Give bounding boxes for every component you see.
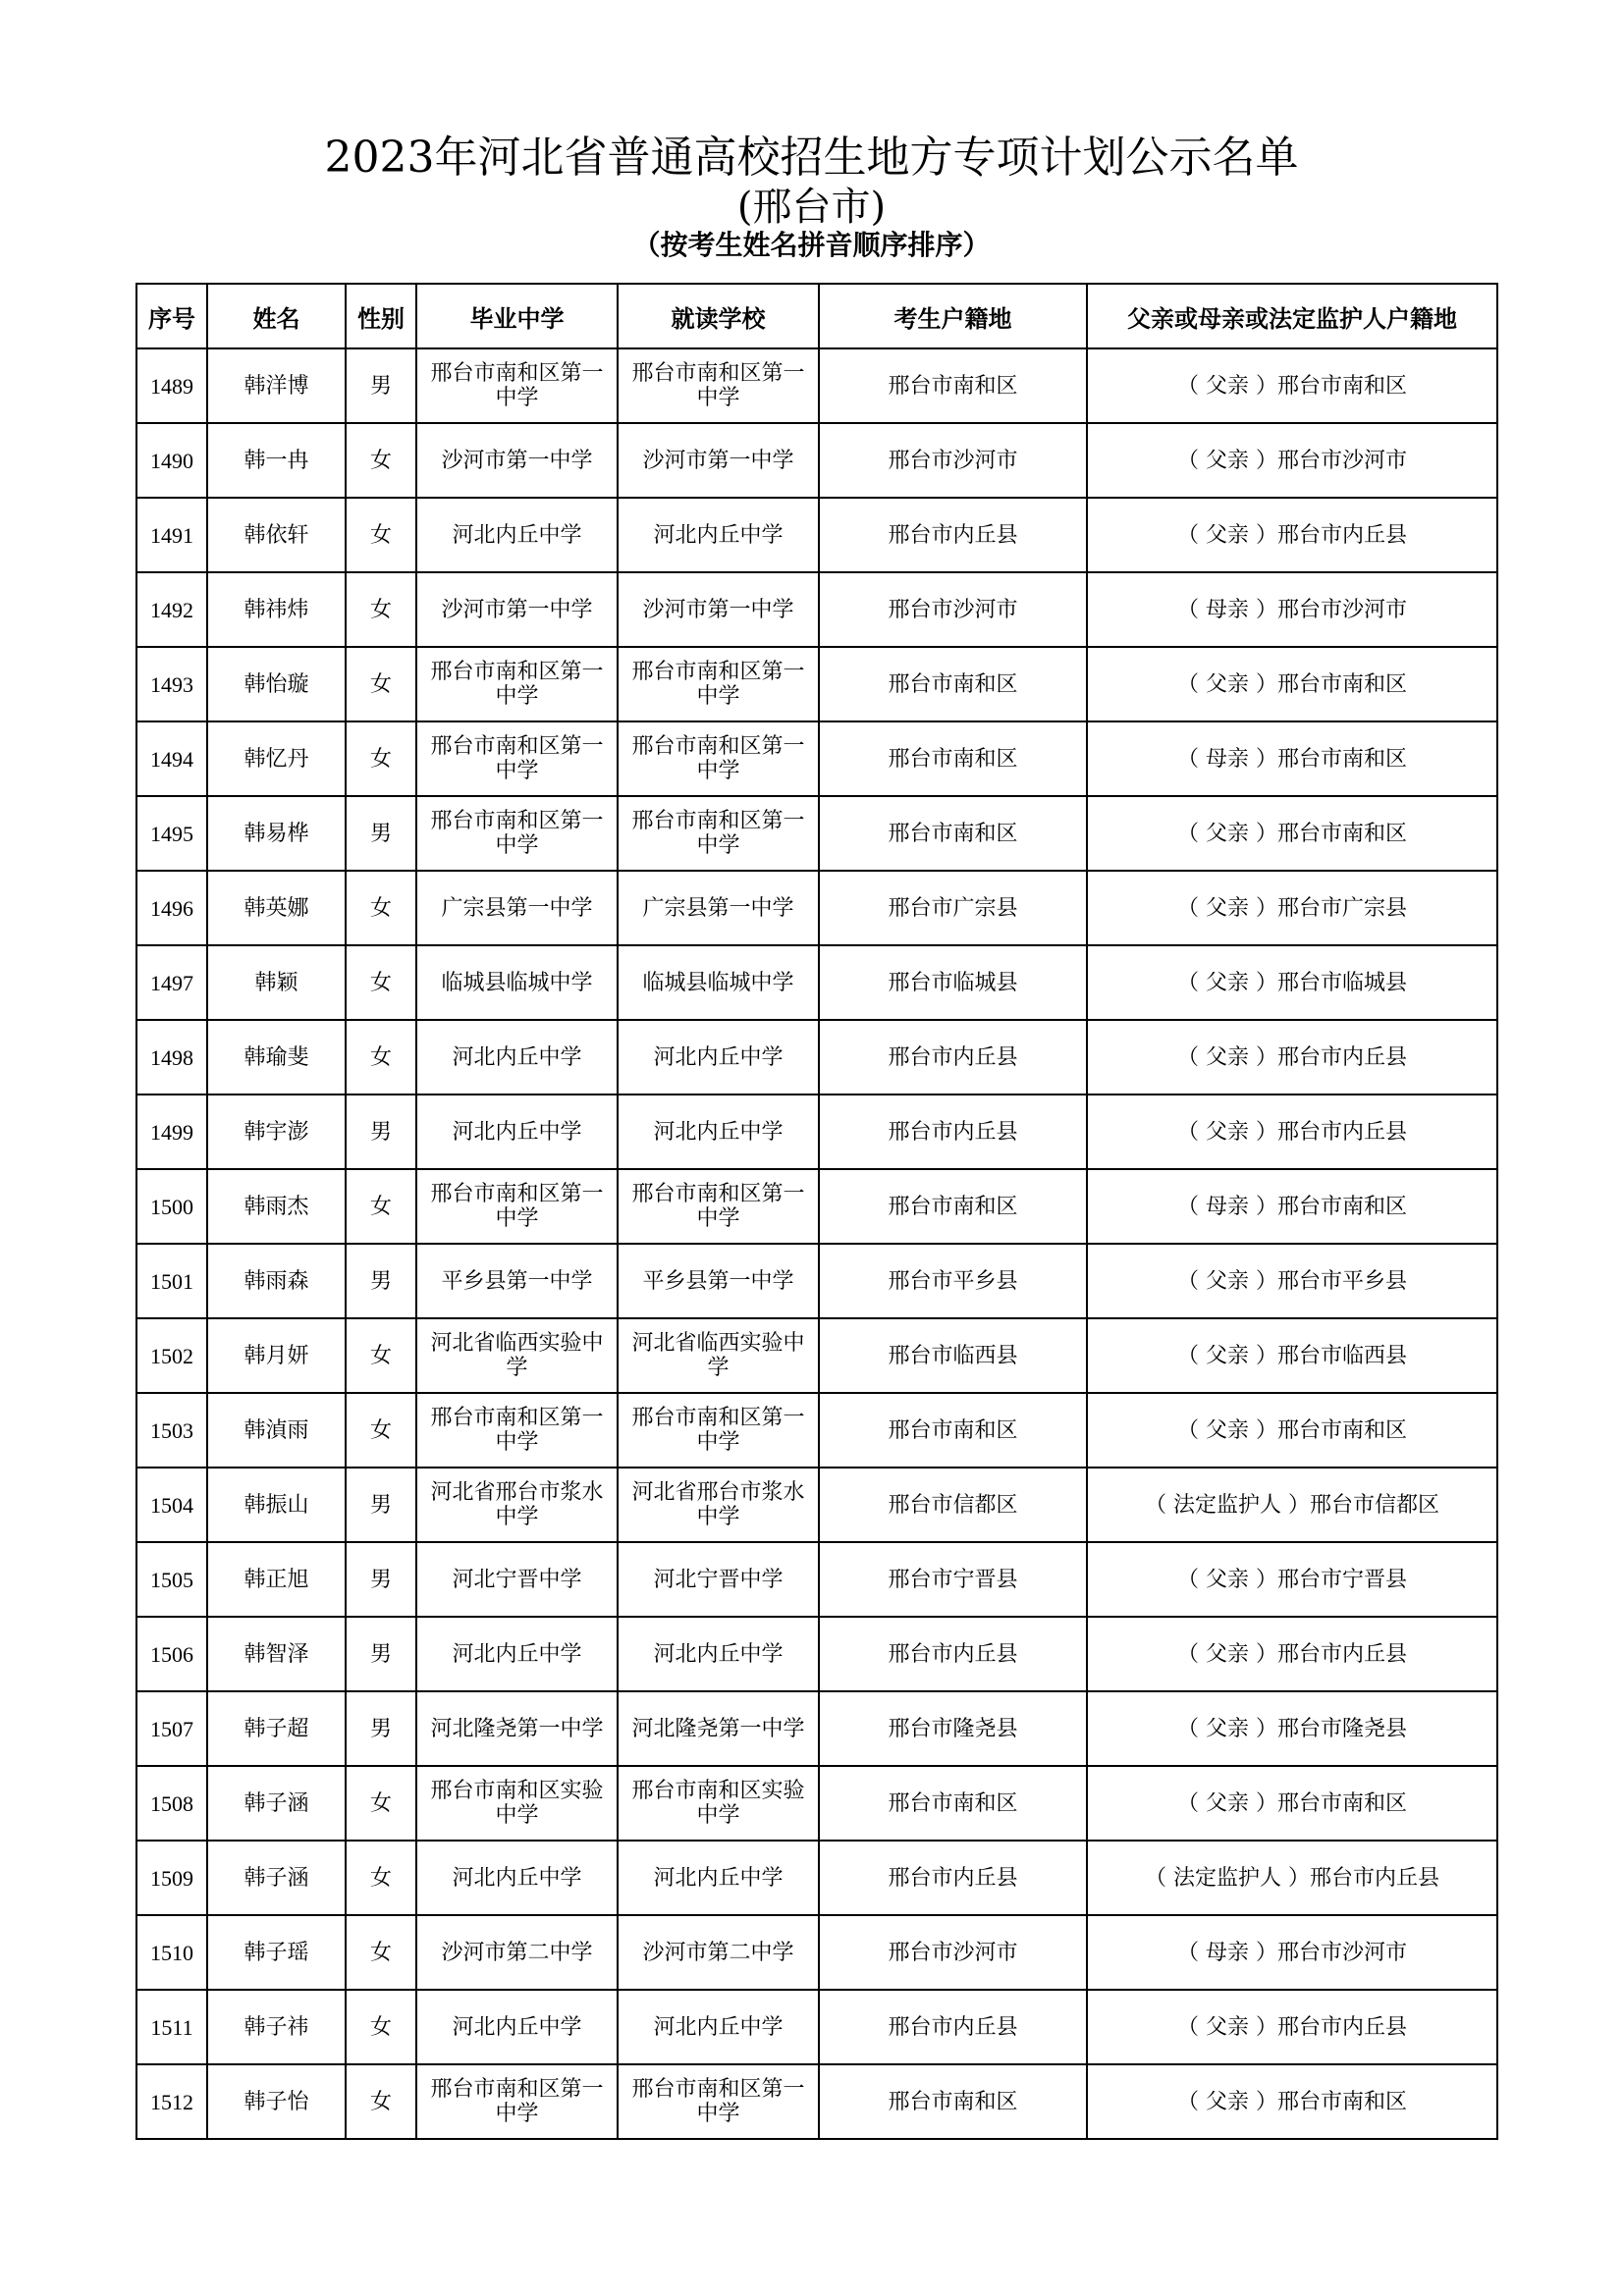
cell-gender: 女: [346, 1990, 416, 2064]
cell-current-school: 河北内丘中学: [618, 1095, 819, 1169]
table-row: [136, 796, 1497, 871]
header-graduated-school: 毕业中学: [416, 284, 618, 348]
cell-graduated-school: 邢台市南和区实验中学: [416, 1766, 618, 1841]
cell-current-school: 河北省临西实验中学: [618, 1318, 819, 1393]
cell-seq: 1489: [136, 348, 207, 423]
cell-seq: 1490: [136, 423, 207, 498]
cell-graduated-school: 河北内丘中学: [416, 498, 618, 572]
cell-gender: 男: [346, 1244, 416, 1318]
header-name: 姓名: [207, 284, 346, 348]
table-row: [136, 423, 1497, 498]
cell-seq: 1492: [136, 572, 207, 647]
cell-name: 韩振山: [207, 1468, 346, 1542]
cell-graduated-school: 沙河市第二中学: [416, 1915, 618, 1990]
cell-current-school: 河北隆尧第一中学: [618, 1691, 819, 1766]
header-seq: 序号: [136, 284, 207, 348]
cell-guardian-hukou: （ 父亲 ）邢台市隆尧县: [1087, 1691, 1497, 1766]
cell-hukou: 邢台市临城县: [819, 945, 1087, 1020]
cell-graduated-school: 邢台市南和区第一中学: [416, 721, 618, 796]
cell-seq: 1498: [136, 1020, 207, 1095]
cell-gender: 男: [346, 1542, 416, 1617]
cell-current-school: 沙河市第一中学: [618, 572, 819, 647]
cell-seq: 1509: [136, 1841, 207, 1915]
table-row: [136, 1990, 1497, 2064]
cell-graduated-school: 邢台市南和区第一中学: [416, 348, 618, 423]
cell-name: 韩颖: [207, 945, 346, 1020]
cell-name: 韩正旭: [207, 1542, 346, 1617]
cell-current-school: 邢台市南和区第一中学: [618, 796, 819, 871]
cell-guardian-hukou: （ 父亲 ）邢台市宁晋县: [1087, 1542, 1497, 1617]
header-guardian-hukou: 父亲或母亲或法定监护人户籍地: [1087, 284, 1497, 348]
cell-guardian-hukou: （ 父亲 ）邢台市南和区: [1087, 348, 1497, 423]
cell-name: 韩祎炜: [207, 572, 346, 647]
cell-graduated-school: 临城县临城中学: [416, 945, 618, 1020]
cell-name: 韩依轩: [207, 498, 346, 572]
table-row: [136, 721, 1497, 796]
table-row: [136, 498, 1497, 572]
cell-seq: 1507: [136, 1691, 207, 1766]
cell-name: 韩怡璇: [207, 647, 346, 721]
cell-current-school: 临城县临城中学: [618, 945, 819, 1020]
cell-name: 韩湞雨: [207, 1393, 346, 1468]
cell-graduated-school: 邢台市南和区第一中学: [416, 647, 618, 721]
cell-current-school: 广宗县第一中学: [618, 871, 819, 945]
cell-name: 韩子涵: [207, 1766, 346, 1841]
cell-name: 韩忆丹: [207, 721, 346, 796]
cell-current-school: 邢台市南和区第一中学: [618, 647, 819, 721]
cell-seq: 1491: [136, 498, 207, 572]
cell-hukou: 邢台市南和区: [819, 1766, 1087, 1841]
cell-guardian-hukou: （ 父亲 ）邢台市沙河市: [1087, 423, 1497, 498]
page-title: 2023年河北省普通高校招生地方专项计划公示名单: [324, 133, 1299, 183]
cell-gender: 男: [346, 1691, 416, 1766]
cell-gender: 女: [346, 1841, 416, 1915]
cell-hukou: 邢台市平乡县: [819, 1244, 1087, 1318]
cell-hukou: 邢台市宁晋县: [819, 1542, 1087, 1617]
table-row: [136, 1617, 1497, 1691]
cell-name: 韩子瑶: [207, 1915, 346, 1990]
cell-seq: 1494: [136, 721, 207, 796]
cell-graduated-school: 河北内丘中学: [416, 1990, 618, 2064]
cell-current-school: 邢台市南和区实验中学: [618, 1766, 819, 1841]
cell-gender: 女: [346, 871, 416, 945]
cell-name: 韩宇澎: [207, 1095, 346, 1169]
cell-guardian-hukou: （ 母亲 ）邢台市南和区: [1087, 1169, 1497, 1244]
cell-current-school: 沙河市第二中学: [618, 1915, 819, 1990]
cell-hukou: 邢台市沙河市: [819, 572, 1087, 647]
cell-gender: 女: [346, 2064, 416, 2139]
cell-guardian-hukou: （ 父亲 ）邢台市临城县: [1087, 945, 1497, 1020]
cell-name: 韩一冉: [207, 423, 346, 498]
cell-gender: 女: [346, 1915, 416, 1990]
cell-seq: 1511: [136, 1990, 207, 2064]
cell-guardian-hukou: （ 法定监护人 ）邢台市信都区: [1087, 1468, 1497, 1542]
cell-name: 韩瑜斐: [207, 1020, 346, 1095]
cell-guardian-hukou: （ 父亲 ）邢台市平乡县: [1087, 1244, 1497, 1318]
cell-seq: 1508: [136, 1766, 207, 1841]
cell-guardian-hukou: （ 父亲 ）邢台市南和区: [1087, 1393, 1497, 1468]
table-row: [136, 1542, 1497, 1617]
cell-gender: 女: [346, 1169, 416, 1244]
cell-name: 韩雨森: [207, 1244, 346, 1318]
cell-hukou: 邢台市内丘县: [819, 1095, 1087, 1169]
table-row: [136, 871, 1497, 945]
cell-seq: 1497: [136, 945, 207, 1020]
table-row: [136, 1468, 1497, 1542]
cell-current-school: 河北内丘中学: [618, 1617, 819, 1691]
cell-graduated-school: 河北省临西实验中学: [416, 1318, 618, 1393]
cell-graduated-school: 河北宁晋中学: [416, 1542, 618, 1617]
cell-gender: 女: [346, 423, 416, 498]
cell-hukou: 邢台市南和区: [819, 348, 1087, 423]
cell-name: 韩智泽: [207, 1617, 346, 1691]
cell-guardian-hukou: （ 母亲 ）邢台市南和区: [1087, 721, 1497, 796]
cell-current-school: 平乡县第一中学: [618, 1244, 819, 1318]
table-row: [136, 348, 1497, 423]
cell-gender: 女: [346, 945, 416, 1020]
cell-hukou: 邢台市内丘县: [819, 1617, 1087, 1691]
cell-graduated-school: 广宗县第一中学: [416, 871, 618, 945]
cell-hukou: 邢台市南和区: [819, 2064, 1087, 2139]
cell-graduated-school: 邢台市南和区第一中学: [416, 796, 618, 871]
header-gender: 性别: [346, 284, 416, 348]
header-hukou: 考生户籍地: [819, 284, 1087, 348]
table-row: [136, 2064, 1497, 2139]
cell-guardian-hukou: （ 母亲 ）邢台市沙河市: [1087, 1915, 1497, 1990]
cell-name: 韩子超: [207, 1691, 346, 1766]
cell-current-school: 河北内丘中学: [618, 1990, 819, 2064]
cell-name: 韩子祎: [207, 1990, 346, 2064]
cell-current-school: 邢台市南和区第一中学: [618, 1393, 819, 1468]
table-header-row: [136, 284, 1497, 348]
cell-seq: 1495: [136, 796, 207, 871]
cell-current-school: 邢台市南和区第一中学: [618, 721, 819, 796]
cell-current-school: 沙河市第一中学: [618, 423, 819, 498]
cell-graduated-school: 河北内丘中学: [416, 1095, 618, 1169]
cell-guardian-hukou: （ 父亲 ）邢台市南和区: [1087, 1766, 1497, 1841]
table-row: [136, 1020, 1497, 1095]
cell-hukou: 邢台市内丘县: [819, 498, 1087, 572]
cell-guardian-hukou: （ 父亲 ）邢台市南和区: [1087, 796, 1497, 871]
cell-hukou: 邢台市南和区: [819, 1169, 1087, 1244]
cell-hukou: 邢台市南和区: [819, 647, 1087, 721]
cell-graduated-school: 平乡县第一中学: [416, 1244, 618, 1318]
cell-seq: 1499: [136, 1095, 207, 1169]
sort-note: （按考生姓名拼音顺序排序）: [632, 229, 991, 261]
cell-hukou: 邢台市临西县: [819, 1318, 1087, 1393]
table-body: [136, 348, 1497, 2139]
candidate-table: [135, 283, 1498, 2140]
cell-name: 韩子怡: [207, 2064, 346, 2139]
cell-graduated-school: 沙河市第一中学: [416, 423, 618, 498]
cell-current-school: 河北内丘中学: [618, 498, 819, 572]
table-row: [136, 1095, 1497, 1169]
cell-hukou: 邢台市沙河市: [819, 423, 1087, 498]
cell-seq: 1496: [136, 871, 207, 945]
cell-current-school: 邢台市南和区第一中学: [618, 2064, 819, 2139]
cell-gender: 女: [346, 1020, 416, 1095]
cell-guardian-hukou: （ 父亲 ）邢台市广宗县: [1087, 871, 1497, 945]
cell-hukou: 邢台市隆尧县: [819, 1691, 1087, 1766]
cell-seq: 1512: [136, 2064, 207, 2139]
cell-current-school: 河北内丘中学: [618, 1841, 819, 1915]
cell-guardian-hukou: （ 父亲 ）邢台市内丘县: [1087, 1990, 1497, 2064]
cell-gender: 女: [346, 647, 416, 721]
city-title: (邢台市): [736, 185, 887, 230]
cell-graduated-school: 河北内丘中学: [416, 1841, 618, 1915]
cell-graduated-school: 沙河市第一中学: [416, 572, 618, 647]
cell-guardian-hukou: （ 父亲 ）邢台市南和区: [1087, 2064, 1497, 2139]
cell-hukou: 邢台市南和区: [819, 721, 1087, 796]
cell-gender: 男: [346, 1468, 416, 1542]
cell-guardian-hukou: （ 父亲 ）邢台市南和区: [1087, 647, 1497, 721]
cell-gender: 男: [346, 348, 416, 423]
cell-seq: 1510: [136, 1915, 207, 1990]
cell-guardian-hukou: （ 法定监护人 ）邢台市内丘县: [1087, 1841, 1497, 1915]
cell-hukou: 邢台市沙河市: [819, 1915, 1087, 1990]
cell-seq: 1500: [136, 1169, 207, 1244]
table-row: [136, 1169, 1497, 1244]
table-row: [136, 1915, 1497, 1990]
cell-graduated-school: 邢台市南和区第一中学: [416, 2064, 618, 2139]
table-row: [136, 572, 1497, 647]
cell-guardian-hukou: （ 母亲 ）邢台市沙河市: [1087, 572, 1497, 647]
cell-seq: 1503: [136, 1393, 207, 1468]
cell-name: 韩易桦: [207, 796, 346, 871]
cell-guardian-hukou: （ 父亲 ）邢台市内丘县: [1087, 498, 1497, 572]
cell-gender: 女: [346, 721, 416, 796]
cell-hukou: 邢台市广宗县: [819, 871, 1087, 945]
cell-current-school: 邢台市南和区第一中学: [618, 348, 819, 423]
cell-graduated-school: 河北内丘中学: [416, 1020, 618, 1095]
table-row: [136, 945, 1497, 1020]
cell-gender: 男: [346, 1095, 416, 1169]
cell-graduated-school: 邢台市南和区第一中学: [416, 1169, 618, 1244]
cell-gender: 男: [346, 796, 416, 871]
cell-gender: 女: [346, 572, 416, 647]
cell-seq: 1504: [136, 1468, 207, 1542]
cell-guardian-hukou: （ 父亲 ）邢台市内丘县: [1087, 1617, 1497, 1691]
cell-seq: 1506: [136, 1617, 207, 1691]
cell-gender: 女: [346, 498, 416, 572]
cell-current-school: 河北宁晋中学: [618, 1542, 819, 1617]
cell-hukou: 邢台市内丘县: [819, 1020, 1087, 1095]
table-row: [136, 1393, 1497, 1468]
cell-current-school: 河北省邢台市浆水中学: [618, 1468, 819, 1542]
cell-seq: 1501: [136, 1244, 207, 1318]
table-row: [136, 1691, 1497, 1766]
table-row: [136, 1766, 1497, 1841]
cell-current-school: 邢台市南和区第一中学: [618, 1169, 819, 1244]
cell-gender: 女: [346, 1393, 416, 1468]
cell-name: 韩英娜: [207, 871, 346, 945]
cell-name: 韩子涵: [207, 1841, 346, 1915]
cell-guardian-hukou: （ 父亲 ）邢台市内丘县: [1087, 1095, 1497, 1169]
header-current-school: 就读学校: [618, 284, 819, 348]
table-row: [136, 1244, 1497, 1318]
cell-seq: 1502: [136, 1318, 207, 1393]
cell-hukou: 邢台市南和区: [819, 1393, 1087, 1468]
cell-graduated-school: 河北省邢台市浆水中学: [416, 1468, 618, 1542]
cell-seq: 1505: [136, 1542, 207, 1617]
cell-current-school: 河北内丘中学: [618, 1020, 819, 1095]
cell-guardian-hukou: （ 父亲 ）邢台市内丘县: [1087, 1020, 1497, 1095]
cell-hukou: 邢台市内丘县: [819, 1841, 1087, 1915]
cell-name: 韩雨杰: [207, 1169, 346, 1244]
cell-graduated-school: 邢台市南和区第一中学: [416, 1393, 618, 1468]
cell-graduated-school: 河北内丘中学: [416, 1617, 618, 1691]
cell-gender: 女: [346, 1318, 416, 1393]
cell-name: 韩洋博: [207, 348, 346, 423]
cell-graduated-school: 河北隆尧第一中学: [416, 1691, 618, 1766]
table-row: [136, 1841, 1497, 1915]
cell-gender: 女: [346, 1766, 416, 1841]
cell-hukou: 邢台市内丘县: [819, 1990, 1087, 2064]
cell-hukou: 邢台市信都区: [819, 1468, 1087, 1542]
cell-name: 韩月妍: [207, 1318, 346, 1393]
cell-guardian-hukou: （ 父亲 ）邢台市临西县: [1087, 1318, 1497, 1393]
cell-hukou: 邢台市南和区: [819, 796, 1087, 871]
table-row: [136, 647, 1497, 721]
cell-gender: 男: [346, 1617, 416, 1691]
table-row: [136, 1318, 1497, 1393]
cell-seq: 1493: [136, 647, 207, 721]
